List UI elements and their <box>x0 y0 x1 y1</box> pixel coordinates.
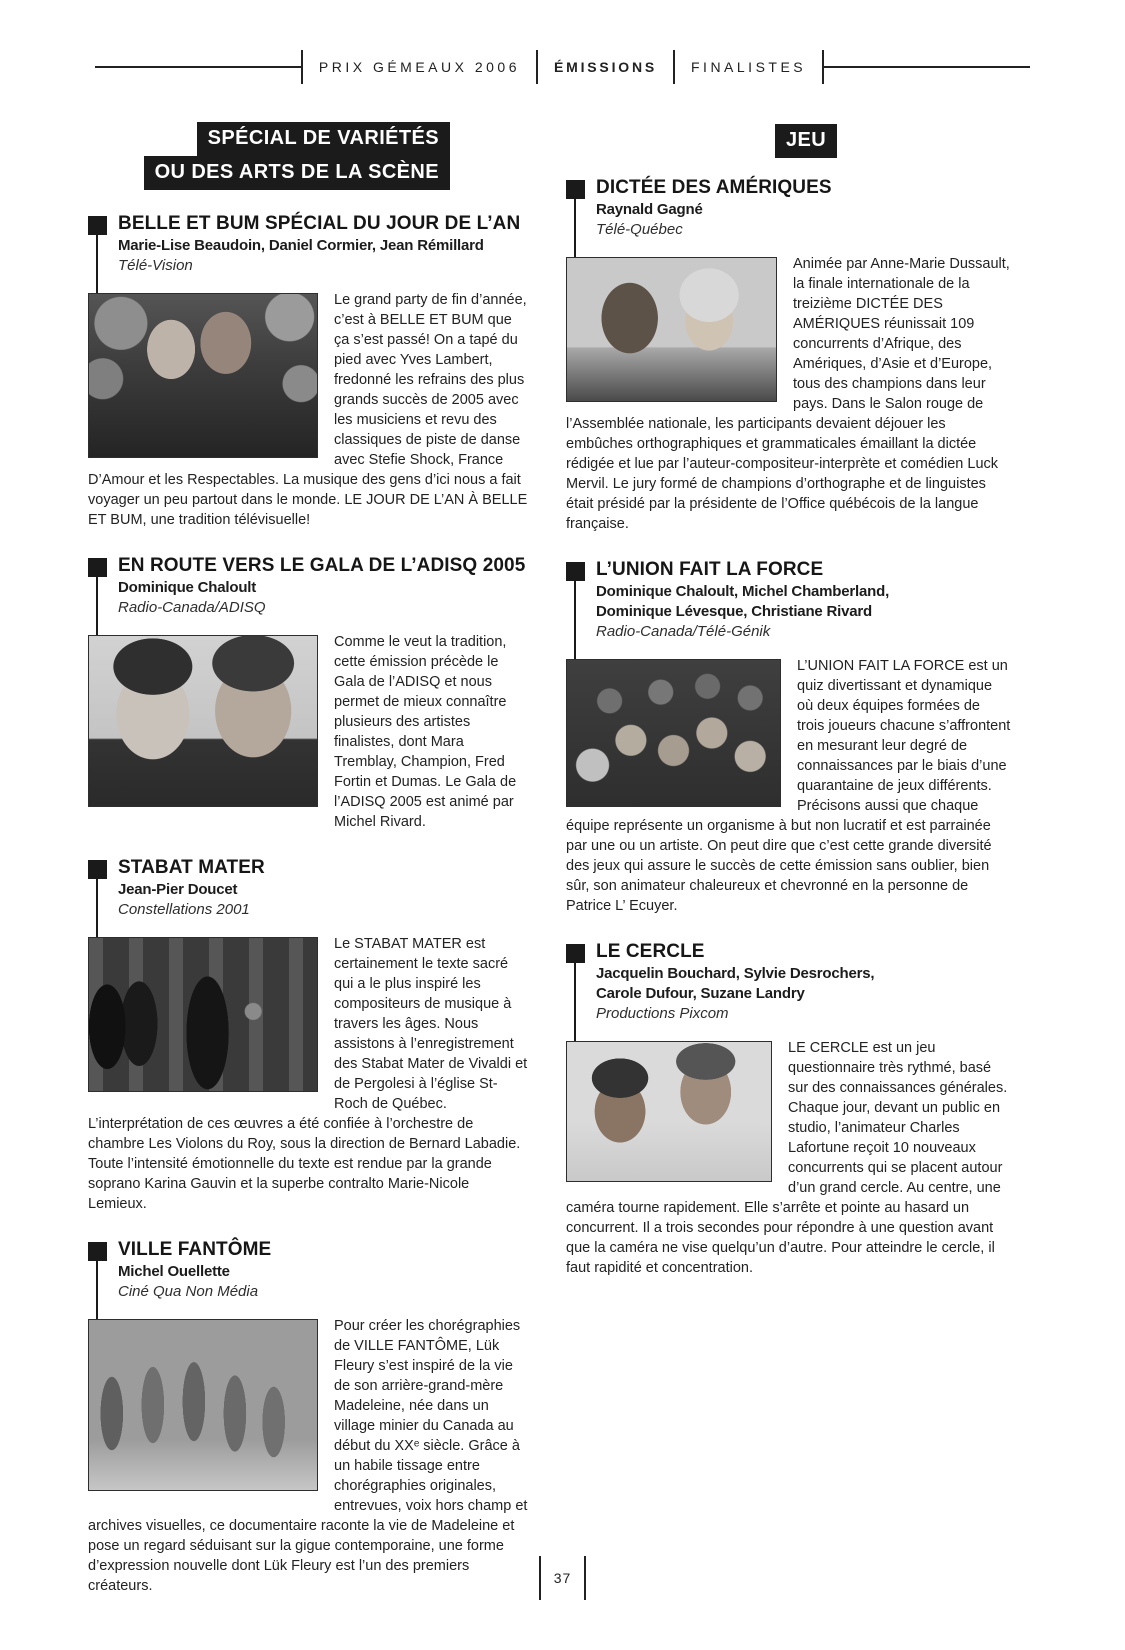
entry-dictee-des-ameriques <box>566 176 1011 534</box>
entry-description-text: Animée par Anne-Marie Dussault, la finale internationale de la treizième DICTÉE DES AMÉRIQUES réunissait 109 concurrents d’Afrique, des Amériques, d’Asie et d’Europe, tous des champions dans leur pays. Dans le Salon rouge de l’Assemblée nationale, les participants devaient déjouer les embûches orthographiques et grammaticales émaillant la dictée rédigée et lue par l’auteur-compositeur-interprète et comédien Luck Mervil. Le jury formé de champions d’orthographe et de linguistes était présidé par la présidente de l’Office québécois de la langue française. <box>566 256 1010 532</box>
page-footer <box>0 1556 1125 1600</box>
entry-head <box>596 558 1011 642</box>
entry-title: L’UNION FAIT LA FORCE <box>596 559 824 580</box>
header-tick <box>301 50 303 84</box>
category-line: JEU <box>775 124 837 158</box>
entry-title: DICTÉE DES AMÉRIQUES <box>596 177 832 198</box>
column-right <box>566 176 1011 1302</box>
entry-credits-line: Jacquelin Bouchard, Sylvie Desrochers, <box>596 965 875 982</box>
entry-producer: Radio-Canada/Télé-Génik <box>596 623 771 640</box>
entry-credits-line: Marie-Lise Beaudoin, Daniel Cormier, Jean Rémillard <box>118 237 484 254</box>
header-section-label: ÉMISSIONS <box>554 59 657 75</box>
entry-description <box>566 656 1011 916</box>
entry-title: BELLE ET BUM SPÉCIAL DU JOUR DE L’AN <box>118 213 521 234</box>
header-rule-right <box>824 66 1030 68</box>
header-series-label: PRIX GÉMEAUX 2006 <box>318 59 520 75</box>
entry-credits-line: Raynald Gagné <box>596 201 703 218</box>
entry-credits-line: Dominique Chaloult, Michel Chamberland, <box>596 583 890 600</box>
entry-gala-adisq <box>88 554 530 832</box>
entry-description <box>88 1316 530 1596</box>
entry-producer: Télé-Québec <box>596 221 683 238</box>
entry-ville-fantome <box>88 1238 530 1596</box>
entry-head <box>118 212 530 276</box>
header-pagetype-label: FINALISTES <box>691 59 807 75</box>
page-header <box>95 48 1030 86</box>
photo-stabat-mater <box>88 937 318 1092</box>
entry-stabat-mater <box>88 856 530 1214</box>
entry-title: EN ROUTE VERS LE GALA DE L’ADISQ 2005 <box>118 555 526 576</box>
entry-description <box>566 254 1011 534</box>
entry-credits-line: Jean-Pier Doucet <box>118 881 238 898</box>
entry-union-fait-la-force <box>566 558 1011 916</box>
header-tick <box>536 50 538 84</box>
entry-description-text: L’UNION FAIT LA FORCE est un quiz divertissant et dynamique où deux équipes formées de trois joueurs chacune s’affrontent en mesurant leur degré de connaissances par le biais d’une quarantaine de jeux différents. Précisons aussi que chaque équipe représente un organisme à but non lucratif et est parrainée par une ou un artiste. On peut dire que c’est cette grande diversité des jeux qui assure le succès de cette émission sans oublier, bien sûr, son animateur chaleureux et chevronné en la personne de Patrice L’ Ecuyer. <box>566 658 1011 914</box>
entry-credits-line: Dominique Chaloult <box>118 579 257 596</box>
entry-producer: Ciné Qua Non Média <box>118 1283 259 1300</box>
entry-description <box>88 632 530 832</box>
entry-head <box>118 554 530 618</box>
entry-description <box>566 1038 1011 1278</box>
photo-union-fait-la-force <box>566 659 781 807</box>
category-line: SPÉCIAL DE VARIÉTÉS <box>197 122 450 156</box>
entry-description <box>88 934 530 1214</box>
entry-head <box>596 940 1011 1024</box>
column-left <box>88 212 530 1620</box>
entry-le-cercle <box>566 940 1011 1278</box>
entry-title: LE CERCLE <box>596 941 705 962</box>
entry-description-text: LE CERCLE est un jeu questionnaire très rythmé, basé sur des connaissances générales. Chaque jour, devant un public en studio, l’animateur Charles Lafortune reçoit 10 nouveaux concurrents qui se placent autour d’un grand cercle. Au centre, une caméra tourne rapidement. Elle s’arrête et pointe au hasard un concurrent. Il a trois secondes pour répondre à une question avant que la caméra ne vise quelqu’un d’autre. Pour atteindre le cercle, il faut rapidité et concentration. <box>566 1040 1008 1276</box>
photo-le-cercle <box>566 1041 772 1182</box>
category-line: OU DES ARTS DE LA SCÈNE <box>144 156 450 190</box>
entry-head <box>118 856 530 920</box>
photo-dictee-des-ameriques <box>566 257 777 402</box>
entry-description-text: Pour créer les chorégraphies de VILLE FANTÔME, Lük Fleury s’est inspiré de la vie de son arrière-grand-mère Madeleine, née dans un village minier du Canada au début du XXᵉ siècle. Grâce à un habile tissage entre chorégraphies originales, entrevues, voix hors champ et archives visuelles, ce documentaire raconte la vie de Madeleine et pose un regard séduisant sur la gigue contemporaine, une forme d’expression nouvelle dont Lük Fleury est l’un des premiers créateurs. <box>88 1318 528 1594</box>
entry-description-text: Le STABAT MATER est certainement le texte sacré qui a le plus inspiré les compositeurs de musique à travers les âges. Nous assistons à l’enregistrement des Stabat Mater de Vivaldi et de Pergolesi à l’église St-Roch de Québec. L’interprétation de ces œuvres a été confiée à l’orchestre de chambre Les Violons du Roy, sous la direction de Bernard Labadie. Toute l’intensité émotionnelle du texte est rendue par la grande soprano Karina Gauvin et la superbe contralto Marie-Nicole Lemieux. <box>88 936 528 1212</box>
entry-credits-line: Dominique Lévesque, Christiane Rivard <box>596 603 873 620</box>
page-number: 37 <box>553 1570 572 1586</box>
footer-tick <box>539 1556 541 1600</box>
entry-belle-et-bum <box>88 212 530 530</box>
entry-credits-line: Carole Dufour, Suzane Landry <box>596 985 805 1002</box>
footer-tick <box>584 1556 586 1600</box>
category-label-varietes <box>88 122 450 190</box>
entry-credits-line: Michel Ouellette <box>118 1263 230 1280</box>
photo-ville-fantome <box>88 1319 318 1491</box>
category-label-jeu <box>775 124 837 158</box>
entry-head <box>596 176 1011 240</box>
photo-belle-et-bum <box>88 293 318 458</box>
header-rule-left <box>95 66 301 68</box>
entry-title: VILLE FANTÔME <box>118 1239 272 1260</box>
entry-producer: Productions Pixcom <box>596 1005 729 1022</box>
entry-description-text: Comme le veut la tradition, cette émission précède le Gala de l’ADISQ et nous permet de mieux connaître plusieurs des artistes finalistes, dont Mara Tremblay, Champion, Fred Fortin et Dumas. Le Gala de l’ADISQ 2005 est animé par Michel Rivard. <box>334 634 517 830</box>
entry-head <box>118 1238 530 1302</box>
entry-producer: Télé-Vision <box>118 257 193 274</box>
entry-description-text: Le grand party de fin d’année, c’est à BELLE ET BUM que ça s’est passé! On a tapé du pied avec Yves Lambert, fredonné les refrains des plus grands succès de 2005 avec les musiciens et revu des classiques de piste de danse avec Stefie Shock, France D’Amour et les Respectables. La musique des gens d’ici nous a fait voyager un peu partout dans le monde. LE JOUR DE L’AN À BELLE ET BUM, une tradition télévisuelle! <box>88 292 528 528</box>
photo-en-route-vers-le-gala <box>88 635 318 807</box>
entry-description <box>88 290 530 530</box>
entry-producer: Constellations 2001 <box>118 901 250 918</box>
entry-title: STABAT MATER <box>118 857 265 878</box>
entry-producer: Radio-Canada/ADISQ <box>118 599 266 616</box>
header-tick <box>673 50 675 84</box>
